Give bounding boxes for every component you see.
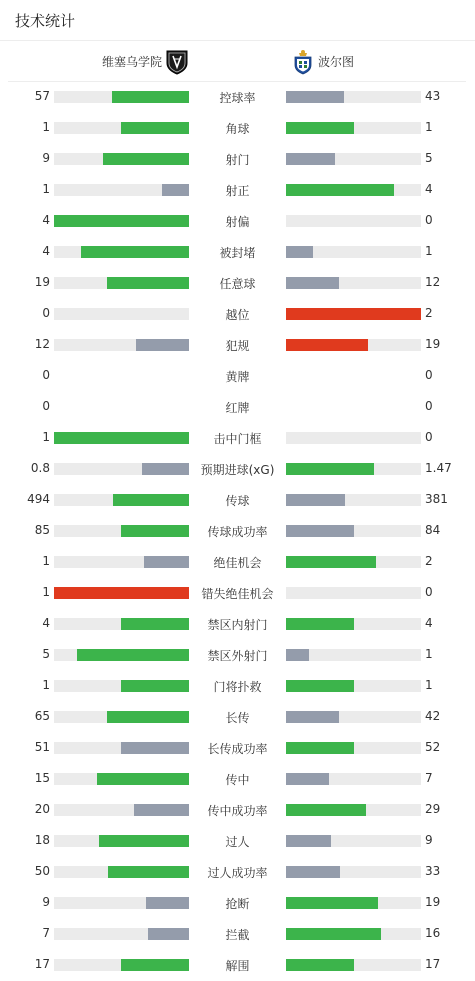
home-stat-bar-track: [54, 773, 189, 785]
away-stat-value: 0: [425, 585, 433, 599]
stat-row: [0, 609, 475, 640]
home-stat-bar-track: [54, 804, 189, 816]
away-stat-bar-fill: [286, 246, 313, 258]
home-team-crest-icon[interactable]: [165, 49, 189, 75]
stat-label: 射偏: [225, 215, 250, 229]
stat-label: 长传成功率: [207, 742, 268, 756]
stat-row: [0, 795, 475, 826]
home-stat-bar-fill: [108, 866, 189, 878]
home-stat-bar-track: [54, 432, 189, 444]
home-stat-bar-fill: [97, 773, 189, 785]
home-stat-value: 85: [34, 523, 50, 537]
home-stat-bar-fill: [142, 463, 189, 475]
stat-label: 红牌: [225, 401, 250, 415]
stat-label: 越位: [225, 308, 250, 322]
home-stat-value: 5: [42, 647, 50, 661]
away-stat-value: 1.47: [425, 461, 452, 475]
home-stat-bar-fill: [144, 556, 189, 568]
away-stat-bar-fill: [286, 742, 354, 754]
away-stat-value: 4: [425, 616, 433, 630]
home-stat-value: 57: [34, 89, 50, 103]
home-stat-value: 494: [27, 492, 50, 506]
home-stat-bar-fill: [54, 587, 189, 599]
home-stat-bar-track: [54, 308, 189, 320]
away-stat-value: 43: [425, 89, 441, 103]
home-stat-value: 9: [42, 151, 50, 165]
away-stat-value: 2: [425, 554, 433, 568]
away-stat-value: 84: [425, 523, 441, 537]
stat-label: 击中门框: [213, 432, 262, 446]
stat-row: [0, 516, 475, 547]
stat-row: [0, 206, 475, 237]
away-stat-bar-fill: [286, 897, 378, 909]
away-stat-bar-fill: [286, 835, 331, 847]
away-stat-value: 5: [425, 151, 433, 165]
away-stat-value: 0: [425, 399, 433, 413]
stat-label: 角球: [225, 122, 250, 136]
away-stat-value: 33: [425, 864, 441, 878]
away-stat-value: 1: [425, 244, 433, 258]
home-stat-bar-track: [54, 277, 189, 289]
stat-row: [0, 113, 475, 144]
home-stat-value: 20: [34, 802, 50, 816]
away-stat-bar-track: [286, 649, 421, 661]
home-stat-value: 0: [42, 306, 50, 320]
home-stat-bar-fill: [112, 91, 189, 103]
away-stat-bar-fill: [286, 494, 345, 506]
home-stat-value: 17: [34, 957, 50, 971]
home-stat-bar-track: [54, 928, 189, 940]
home-stat-bar-fill: [54, 215, 189, 227]
home-stat-value: 19: [34, 275, 50, 289]
away-stat-bar-track: [286, 184, 421, 196]
stat-row: [0, 485, 475, 516]
away-stat-bar-fill: [286, 866, 340, 878]
away-stat-bar-track: [286, 742, 421, 754]
stat-label: 过人: [225, 835, 250, 849]
stat-row: [0, 857, 475, 888]
home-stat-bar-fill: [113, 494, 189, 506]
away-stat-value: 1: [425, 678, 433, 692]
away-stat-bar-fill: [286, 525, 354, 537]
home-stat-bar-fill: [121, 618, 189, 630]
away-stat-bar-track: [286, 897, 421, 909]
away-stat-bar-fill: [286, 556, 376, 568]
stat-label: 控球率: [219, 91, 256, 105]
stat-row: [0, 702, 475, 733]
home-stat-bar-track: [54, 215, 189, 227]
header-bar: [0, 0, 475, 41]
away-stat-bar-track: [286, 835, 421, 847]
home-stat-bar-track: [54, 91, 189, 103]
away-stat-bar-fill: [286, 153, 335, 165]
home-stat-bar-fill: [136, 339, 189, 351]
away-stat-bar-track: [286, 277, 421, 289]
stat-label: 传中: [225, 773, 250, 787]
home-stat-bar-fill: [146, 897, 189, 909]
away-stat-bar-track: [286, 246, 421, 258]
home-stat-bar-fill: [121, 680, 189, 692]
page-title: 技术统计: [15, 12, 76, 30]
stat-label: 长传: [225, 711, 250, 725]
away-team-name[interactable]: 波尔图: [318, 55, 355, 69]
away-stat-bar-track: [286, 618, 421, 630]
away-stat-bar-track: [286, 215, 421, 227]
away-stat-bar-track: [286, 494, 421, 506]
stat-label: 被封堵: [219, 246, 256, 260]
home-stat-bar-fill: [162, 184, 189, 196]
away-stat-value: 2: [425, 306, 433, 320]
away-stat-bar-track: [286, 556, 421, 568]
away-stat-bar-track: [286, 432, 421, 444]
away-stat-value: 4: [425, 182, 433, 196]
stat-row: [0, 144, 475, 175]
stat-row: [0, 82, 475, 113]
home-stat-bar-fill: [107, 277, 189, 289]
away-stat-bar-track: [286, 91, 421, 103]
stat-row: [0, 423, 475, 454]
home-stat-bar-track: [54, 587, 189, 599]
away-stat-value: 29: [425, 802, 441, 816]
stat-label: 拦截: [225, 928, 250, 942]
stat-label: 传中成功率: [207, 804, 268, 818]
away-stat-value: 0: [425, 213, 433, 227]
stat-label: 错失绝佳机会: [201, 587, 274, 601]
home-stat-value: 1: [42, 585, 50, 599]
home-stat-value: 1: [42, 120, 50, 134]
home-stat-bar-fill: [121, 742, 189, 754]
away-stat-value: 52: [425, 740, 441, 754]
home-stat-value: 12: [34, 337, 50, 351]
away-stat-bar-fill: [286, 91, 344, 103]
away-stat-bar-fill: [286, 649, 309, 661]
home-stat-value: 15: [34, 771, 50, 785]
away-stat-value: 0: [425, 430, 433, 444]
stat-label: 任意球: [219, 277, 256, 291]
home-stat-bar-fill: [107, 711, 189, 723]
home-stat-value: 4: [42, 616, 50, 630]
away-stat-bar-track: [286, 959, 421, 971]
away-stat-bar-track: [286, 153, 421, 165]
away-stat-value: 1: [425, 120, 433, 134]
away-stat-value: 12: [425, 275, 441, 289]
away-stat-value: 42: [425, 709, 441, 723]
away-stat-bar-fill: [286, 277, 339, 289]
away-stat-value: 16: [425, 926, 441, 940]
stat-label: 禁区内射门: [207, 618, 268, 632]
home-stat-bar-fill: [54, 432, 189, 444]
home-stat-value: 9: [42, 895, 50, 909]
home-stat-bar-track: [54, 122, 189, 134]
home-stat-bar-track: [54, 680, 189, 692]
home-stat-bar-track: [54, 897, 189, 909]
home-stat-bar-track: [54, 339, 189, 351]
home-stat-value: 4: [42, 213, 50, 227]
stat-row: [0, 764, 475, 795]
home-stat-bar-fill: [134, 804, 189, 816]
home-stat-bar-track: [54, 959, 189, 971]
home-stat-bar-track: [54, 649, 189, 661]
stat-label: 解围: [225, 959, 250, 973]
stat-row: [0, 640, 475, 671]
away-stat-value: 17: [425, 957, 441, 971]
away-stat-value: 9: [425, 833, 433, 847]
away-stat-bar-track: [286, 587, 421, 599]
home-stat-bar-track: [54, 184, 189, 196]
away-stat-value: 19: [425, 337, 441, 351]
away-stat-bar-track: [286, 711, 421, 723]
away-stat-bar-fill: [286, 804, 366, 816]
stat-label: 禁区外射门: [207, 649, 268, 663]
home-stat-bar-track: [54, 556, 189, 568]
stat-row: [0, 268, 475, 299]
away-stat-bar-track: [286, 122, 421, 134]
stat-label: 过人成功率: [207, 866, 268, 880]
home-stat-bar-fill: [77, 649, 189, 661]
home-stat-bar-fill: [103, 153, 189, 165]
away-stat-bar-fill: [286, 184, 394, 196]
home-stat-bar-track: [54, 618, 189, 630]
home-stat-bar-track: [54, 153, 189, 165]
stat-label: 传球: [225, 494, 250, 508]
home-stat-value: 0.8: [30, 461, 50, 475]
away-stat-bar-track: [286, 525, 421, 537]
home-team-name[interactable]: 维塞乌学院: [101, 55, 162, 69]
home-stat-value: 1: [42, 430, 50, 444]
home-stat-bar-track: [54, 246, 189, 258]
home-stat-value: 4: [42, 244, 50, 258]
stat-label: 黄牌: [225, 370, 250, 384]
away-stat-value: 1: [425, 647, 433, 661]
home-stat-value: 1: [42, 678, 50, 692]
home-stat-value: 1: [42, 182, 50, 196]
away-stat-bar-fill: [286, 928, 381, 940]
home-stat-value: 50: [34, 864, 50, 878]
away-stat-value: 381: [425, 492, 448, 506]
away-stat-bar-track: [286, 866, 421, 878]
stat-row: [0, 175, 475, 206]
home-stat-value: 51: [34, 740, 50, 754]
home-stat-value: 18: [34, 833, 50, 847]
stat-row: [0, 547, 475, 578]
stat-row: [0, 671, 475, 702]
home-stat-bar-track: [54, 463, 189, 475]
away-stat-bar-fill: [286, 773, 329, 785]
away-stat-bar-fill: [286, 711, 339, 723]
home-stat-bar-track: [54, 866, 189, 878]
away-stat-bar-fill: [286, 122, 354, 134]
stat-row: [0, 299, 475, 330]
stat-label: 抢断: [225, 897, 250, 911]
stat-label: 门将扑救: [213, 680, 262, 694]
home-stat-value: 65: [34, 709, 50, 723]
stat-row: [0, 950, 475, 981]
away-stat-bar-fill: [286, 680, 354, 692]
away-stat-bar-track: [286, 928, 421, 940]
home-stat-bar-track: [54, 742, 189, 754]
home-stat-bar-fill: [121, 959, 189, 971]
stat-label: 射正: [225, 184, 250, 198]
stat-row: [0, 361, 475, 392]
home-stat-bar-fill: [148, 928, 189, 940]
stat-row: [0, 237, 475, 268]
home-stat-value: 7: [42, 926, 50, 940]
away-stat-bar-track: [286, 773, 421, 785]
away-stat-bar-track: [286, 339, 421, 351]
home-stat-bar-track: [54, 711, 189, 723]
home-stat-value: 0: [42, 368, 50, 382]
home-stat-value: 1: [42, 554, 50, 568]
stat-label: 传球成功率: [207, 525, 268, 539]
away-stat-bar-track: [286, 463, 421, 475]
away-stat-bar-fill: [286, 463, 374, 475]
stat-row: [0, 733, 475, 764]
away-stat-bar-track: [286, 308, 421, 320]
away-stat-bar-track: [286, 804, 421, 816]
stat-label: 预期进球(xG): [200, 463, 275, 477]
stat-row: [0, 919, 475, 950]
home-stat-bar-fill: [81, 246, 189, 258]
away-stat-bar-fill: [286, 959, 354, 971]
away-stat-bar-fill: [286, 308, 421, 320]
stat-row: [0, 578, 475, 609]
away-stat-bar-fill: [286, 339, 368, 351]
team-header: [8, 41, 466, 82]
home-stat-bar-track: [54, 835, 189, 847]
away-stat-value: 0: [425, 368, 433, 382]
home-stat-bar-fill: [121, 525, 189, 537]
home-stat-bar-fill: [99, 835, 189, 847]
away-team-crest-icon[interactable]: [292, 49, 314, 75]
stat-label: 犯规: [225, 339, 250, 353]
away-stat-bar-track: [286, 680, 421, 692]
home-stat-bar-track: [54, 525, 189, 537]
stat-row: [0, 330, 475, 361]
home-stat-bar-fill: [121, 122, 189, 134]
home-stat-value: 0: [42, 399, 50, 413]
away-stat-value: 19: [425, 895, 441, 909]
away-stat-value: 7: [425, 771, 433, 785]
stat-row: [0, 888, 475, 919]
stat-label: 射门: [225, 153, 250, 167]
stat-row: [0, 826, 475, 857]
stat-label: 绝佳机会: [213, 556, 262, 570]
away-stat-bar-fill: [286, 618, 354, 630]
stat-row: [0, 392, 475, 423]
stat-row: [0, 454, 475, 485]
home-stat-bar-track: [54, 494, 189, 506]
